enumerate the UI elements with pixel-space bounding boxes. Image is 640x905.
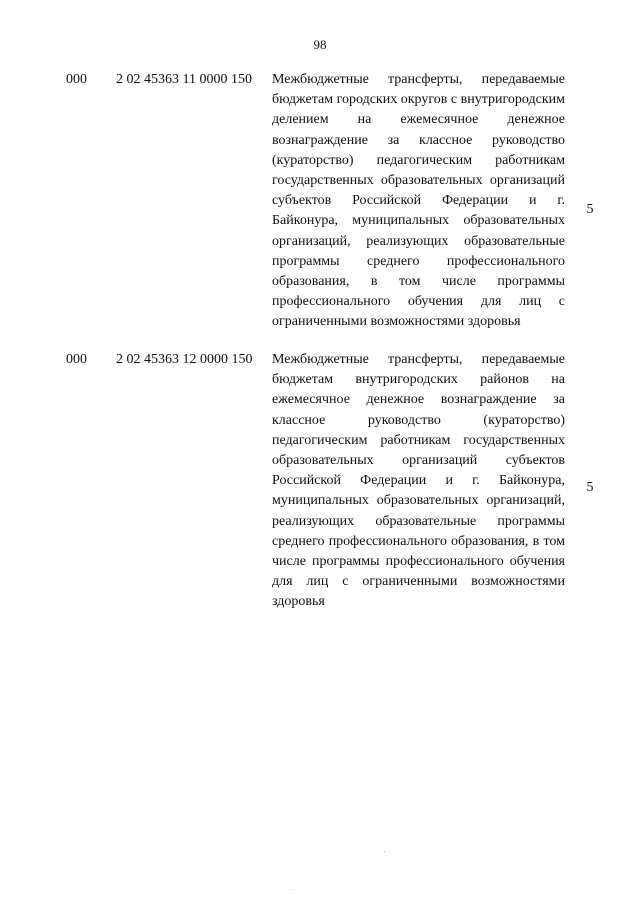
budget-classification-code: 2 02 45363 11 0000 150 bbox=[116, 72, 252, 87]
revenue-description: Межбюджетные трансферты, передаваемые бюджетам городских округов с внутригородским делением на ежемесячное денежное вознаграждение за классное руководство (кураторство) педагогическим работникам государственных образовательных организаций субъектов Российской Федерации и г. Байконура, муниципальных образовательных организаций, реализующих образовательные программы среднего профессионального образования, в том числе программы профессионального обучения для лиц с ограниченными возможностями здоровья bbox=[272, 72, 565, 330]
page-number: 98 bbox=[313, 37, 327, 52]
admin-code: 000 bbox=[66, 352, 87, 367]
scan-speck bbox=[384, 851, 385, 852]
admin-code: 000 bbox=[66, 72, 87, 87]
amount-value: 5 bbox=[586, 480, 594, 495]
scan-speck bbox=[291, 889, 292, 890]
revenue-description: Межбюджетные трансферты, передаваемые бюджетам внутригородских районов на ежемесячное денежное вознаграждение за классное руководство (кураторство) педагогическим работникам государственных образовательных организаций субъектов Российской Федерации и г. Байконура, муниципальных образовательных организаций, реализующих образовательные программы среднего профессионального образования, в том числе программы профессионального обучения для лиц с ограниченными возможностями здоровья bbox=[272, 352, 565, 610]
budget-classification-code: 2 02 45363 12 0000 150 bbox=[116, 352, 253, 367]
amount-value: 5 bbox=[586, 202, 594, 217]
